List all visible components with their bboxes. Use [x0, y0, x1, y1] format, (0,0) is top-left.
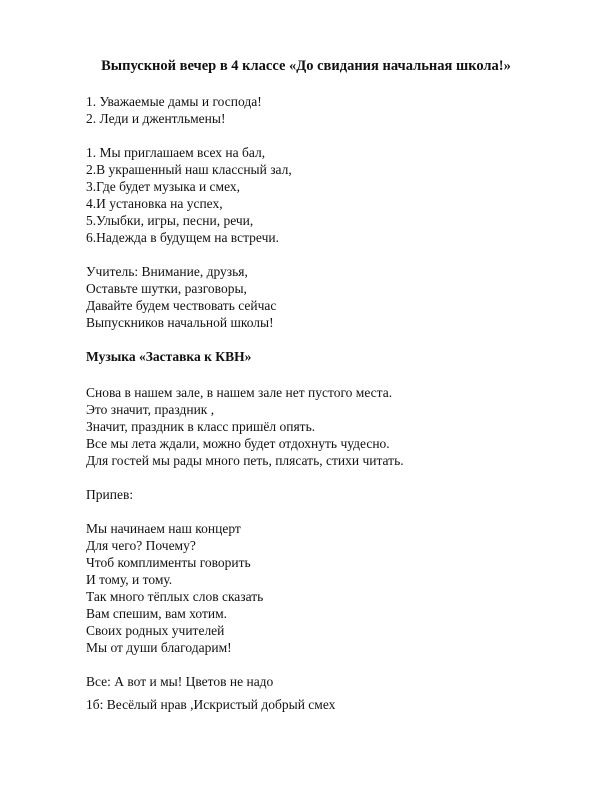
chorus-line-1: Мы начинаем наш концерт: [86, 521, 241, 536]
chorus-line-7: Своих родных учителей: [86, 623, 225, 638]
greeting-line-2: 2. Леди и джентльмены!: [86, 111, 226, 126]
music-heading: Музыка «Заставка к КВН»: [86, 349, 252, 364]
chorus-label: Припев:: [86, 487, 134, 502]
song-verse-line-1: Снова в нашем зале, в нашем зале нет пустого места.: [86, 385, 393, 400]
invitation-line-3: 3.Где будет музыка и смех,: [86, 179, 241, 194]
invitation-line-2: 2.В украшенный наш классный зал,: [86, 162, 292, 177]
invitation-line-5: 5.Улыбки, игры, песни, речи,: [86, 213, 254, 228]
song-verse-line-5: Для гостей мы рады много петь, плясать, стихи читать.: [86, 453, 404, 468]
song-verse-line-3: Значит, праздник в класс пришёл опять.: [86, 419, 316, 434]
chorus-line-5: Так много тёплых слов сказать: [86, 589, 264, 604]
teacher-line-1: Учитель: Внимание, друзья,: [86, 264, 248, 279]
chorus-line-4: И тому, и тому.: [86, 572, 173, 587]
invitation-line-4: 4.И установка на успех,: [86, 196, 223, 211]
chorus-line-3: Чтоб комплименты говорить: [86, 555, 251, 570]
teacher-line-4: Выпускников начальной школы!: [86, 315, 274, 330]
last-line: 1б: Весёлый нрав ,Искристый добрый смех: [86, 697, 336, 712]
chorus-line-8: Мы от души благодарим!: [86, 640, 232, 655]
chorus-line-6: Вам спешим, вам хотим.: [86, 606, 227, 621]
song-verse-line-4: Все мы лета ждали, можно будет отдохнуть чудесно.: [86, 436, 390, 451]
document-title: Выпускной вечер в 4 классе «До свидания начальная школа!»: [101, 58, 511, 74]
teacher-line-2: Оставьте шутки, разговоры,: [86, 281, 247, 296]
song-verse-line-2: Это значит, праздник ,: [86, 402, 215, 417]
invitation-line-1: 1. Мы приглашаем всех на бал,: [86, 145, 266, 160]
chorus-line-2: Для чего? Почему?: [86, 538, 196, 553]
all-line: Все: А вот и мы! Цветов не надо: [86, 674, 274, 689]
teacher-line-3: Давайте будем чествовать сейчас: [86, 298, 277, 313]
invitation-line-6: 6.Надежда в будущем на встречи.: [86, 230, 279, 245]
greeting-line-1: 1. Уважаемые дамы и господа!: [86, 94, 262, 109]
